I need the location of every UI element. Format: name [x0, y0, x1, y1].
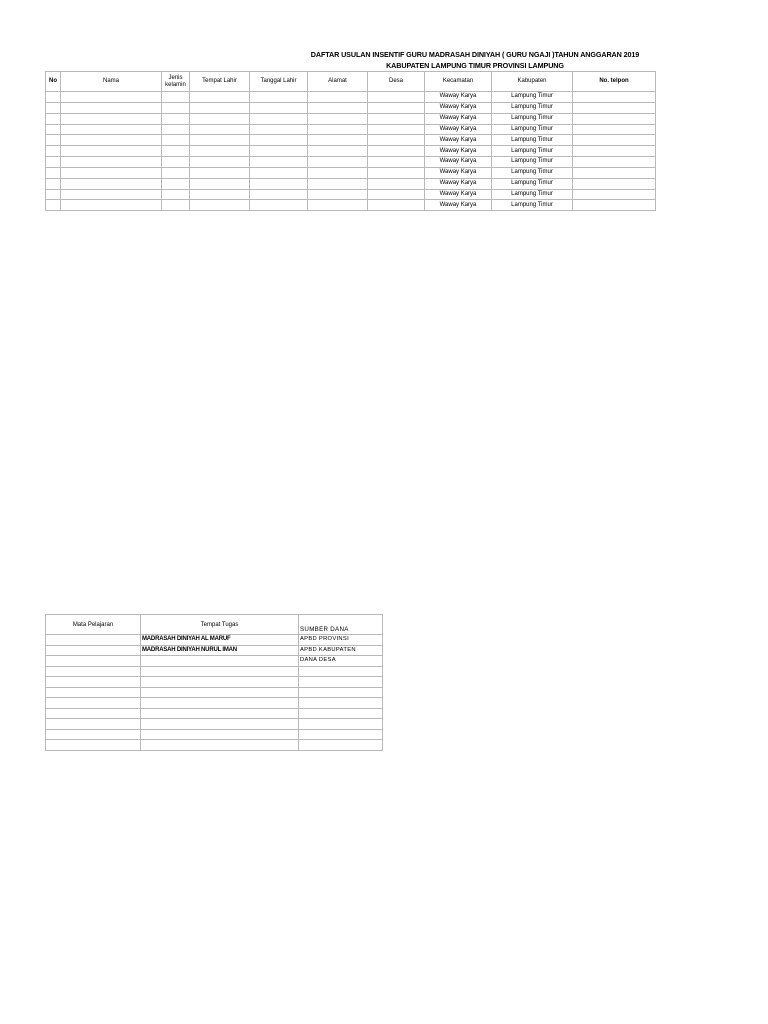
table-cell: MADRASAH DINIYAH NURUL IMAN [141, 645, 299, 656]
table-cell [46, 167, 61, 178]
table-cell [299, 719, 383, 730]
col-header-no: No [46, 72, 61, 92]
col-header-kecamatan: Kecamatan [425, 72, 492, 92]
table-cell [46, 189, 61, 200]
table-cell: Lampung Timur [492, 92, 573, 103]
document-subtitle: KABUPATEN LAMPUNG TIMUR PROVINSI LAMPUNG [386, 61, 564, 70]
table-cell [141, 719, 299, 730]
table-cell [190, 178, 250, 189]
table-cell [308, 200, 368, 211]
table-row [46, 124, 656, 135]
table-cell [190, 167, 250, 178]
table-cell [46, 157, 61, 168]
table-row [46, 92, 656, 103]
table-cell [141, 656, 299, 667]
table-cell: Lampung Timur [492, 200, 573, 211]
table-cell [299, 677, 383, 688]
table-row [46, 666, 383, 677]
table-cell [46, 200, 61, 211]
table-row [46, 200, 656, 211]
table-row [46, 167, 656, 178]
table-cell [61, 135, 162, 146]
table-cell [61, 102, 162, 113]
table-cell [61, 146, 162, 157]
col-header-mata-pelajaran: Mata Pelajaran [46, 615, 141, 635]
table-cell [162, 146, 190, 157]
table-row [46, 157, 656, 168]
table-cell [46, 635, 141, 646]
table-cell [162, 167, 190, 178]
table-cell [308, 146, 368, 157]
table-cell [46, 124, 61, 135]
table-cell [190, 146, 250, 157]
table-cell [250, 178, 308, 189]
table-cell [162, 92, 190, 103]
table-cell [46, 666, 141, 677]
table-cell [573, 189, 656, 200]
tugas-table [45, 614, 383, 751]
table-cell [308, 113, 368, 124]
table-cell [46, 729, 141, 740]
table-cell: Lampung Timur [492, 157, 573, 168]
table-row [46, 102, 656, 113]
table-row [46, 146, 656, 157]
table-row [46, 687, 383, 698]
table-cell [46, 687, 141, 698]
table-cell: APBD KABUPATEN [299, 645, 383, 656]
table-cell [299, 729, 383, 740]
table-cell [573, 200, 656, 211]
table-cell [250, 113, 308, 124]
col-header-no-telpon: No. telpon [573, 72, 656, 92]
table-cell: Waway Karya [425, 167, 492, 178]
table-row [46, 729, 383, 740]
table-row [46, 656, 383, 667]
table-row [46, 135, 656, 146]
table-cell [299, 708, 383, 719]
table-cell [308, 135, 368, 146]
table-cell [46, 708, 141, 719]
col-header-kabupaten: Kabupaten [492, 72, 573, 92]
table-cell: Lampung Timur [492, 189, 573, 200]
table-cell [141, 666, 299, 677]
table-cell [46, 102, 61, 113]
table-cell: Lampung Timur [492, 102, 573, 113]
table-cell [61, 167, 162, 178]
table-cell: Waway Karya [425, 189, 492, 200]
table-header-row [46, 72, 656, 92]
table-cell [141, 740, 299, 751]
table-cell [46, 677, 141, 688]
table-row [46, 645, 383, 656]
table-cell: Waway Karya [425, 92, 492, 103]
table-cell [368, 178, 425, 189]
col-header-tempat-tugas: Tempat Tugas [141, 615, 299, 635]
table-cell [162, 189, 190, 200]
table-cell [368, 135, 425, 146]
col-header-tempat-lahir: Tempat Lahir [190, 72, 250, 92]
table-cell: DANA DESA [299, 656, 383, 667]
col-header-desa: Desa [368, 72, 425, 92]
table-cell [190, 124, 250, 135]
table-cell [368, 189, 425, 200]
table-cell [299, 698, 383, 709]
table-cell [250, 102, 308, 113]
table-cell [61, 92, 162, 103]
table-cell [299, 687, 383, 698]
table-cell [299, 666, 383, 677]
table-cell [141, 698, 299, 709]
table-cell [368, 200, 425, 211]
table-row [46, 698, 383, 709]
table-cell: Waway Karya [425, 200, 492, 211]
table-row [46, 677, 383, 688]
table-header-row [46, 615, 383, 635]
col-header-sumber-dana: SUMBER DANA [299, 615, 383, 635]
table-row [46, 635, 383, 646]
table-cell [573, 92, 656, 103]
table-cell [141, 677, 299, 688]
table-cell [46, 113, 61, 124]
table-cell [61, 189, 162, 200]
table-cell [162, 157, 190, 168]
table-cell [250, 157, 308, 168]
table-cell [162, 124, 190, 135]
table-cell: Waway Karya [425, 135, 492, 146]
table-cell [61, 124, 162, 135]
col-header-alamat: Alamat [308, 72, 368, 92]
table-cell [46, 645, 141, 656]
table-cell [573, 102, 656, 113]
table-cell: Lampung Timur [492, 178, 573, 189]
table-cell [308, 102, 368, 113]
table-cell [573, 135, 656, 146]
table-cell [46, 656, 141, 667]
table-cell [308, 189, 368, 200]
table-cell: Lampung Timur [492, 167, 573, 178]
table-cell: Lampung Timur [492, 146, 573, 157]
table-cell [141, 729, 299, 740]
table-cell [61, 157, 162, 168]
table-cell: Waway Karya [425, 157, 492, 168]
table-cell [162, 113, 190, 124]
insentif-table [45, 71, 656, 211]
table-cell [61, 178, 162, 189]
table-cell [190, 113, 250, 124]
table-cell [308, 124, 368, 135]
table-cell [368, 157, 425, 168]
table-cell [250, 92, 308, 103]
table-cell: Waway Karya [425, 113, 492, 124]
table-cell [308, 92, 368, 103]
table-cell [573, 113, 656, 124]
table-cell [250, 135, 308, 146]
table-cell [368, 124, 425, 135]
table-cell [190, 135, 250, 146]
table-cell [61, 200, 162, 211]
table-cell [308, 167, 368, 178]
table-cell [250, 146, 308, 157]
table-row [46, 178, 656, 189]
table-cell: Lampung Timur [492, 124, 573, 135]
table-cell [162, 200, 190, 211]
table-cell [573, 157, 656, 168]
table-cell [190, 102, 250, 113]
table-cell [573, 178, 656, 189]
table-cell [308, 157, 368, 168]
table-row [46, 719, 383, 730]
table-cell [190, 200, 250, 211]
col-header-jenis-kelamin: Jenis kelamin [162, 72, 190, 92]
table-cell: Waway Karya [425, 124, 492, 135]
table-cell [190, 92, 250, 103]
table-cell [250, 200, 308, 211]
table-cell [368, 92, 425, 103]
table-cell: APBD PROVINSI [299, 635, 383, 646]
table-cell [250, 167, 308, 178]
table-cell: Lampung Timur [492, 135, 573, 146]
table-cell [573, 124, 656, 135]
table-cell [573, 167, 656, 178]
table-cell [61, 113, 162, 124]
table-cell [162, 135, 190, 146]
col-header-nama: Nama [61, 72, 162, 92]
table-cell: Lampung Timur [492, 113, 573, 124]
table-cell [308, 178, 368, 189]
table-cell [162, 102, 190, 113]
table-cell [250, 124, 308, 135]
table-cell [46, 92, 61, 103]
table-cell: Waway Karya [425, 146, 492, 157]
table-cell [46, 146, 61, 157]
table-cell [368, 102, 425, 113]
table-cell: MADRASAH DINIYAH AL MARUF [141, 635, 299, 646]
table-row [46, 189, 656, 200]
table-cell [299, 740, 383, 751]
table-cell [46, 135, 61, 146]
table-row [46, 740, 383, 751]
table-cell [190, 189, 250, 200]
table-cell: Waway Karya [425, 178, 492, 189]
table-cell [573, 146, 656, 157]
table-cell [46, 698, 141, 709]
table-cell: Waway Karya [425, 102, 492, 113]
table-cell [46, 740, 141, 751]
table-row [46, 708, 383, 719]
table-cell [190, 157, 250, 168]
table-cell [141, 687, 299, 698]
table-cell [368, 167, 425, 178]
table-cell [162, 178, 190, 189]
table-cell [141, 708, 299, 719]
document-title: DAFTAR USULAN INSENTIF GURU MADRASAH DINIYAH ( GURU NGAJI )TAHUN ANGGARAN 2019 [310, 50, 640, 59]
table-cell [250, 189, 308, 200]
col-header-tanggal-lahir: Tanggal Lahir [250, 72, 308, 92]
table-cell [46, 178, 61, 189]
table-cell [368, 113, 425, 124]
table-cell [368, 146, 425, 157]
table-cell [46, 719, 141, 730]
table-row [46, 113, 656, 124]
